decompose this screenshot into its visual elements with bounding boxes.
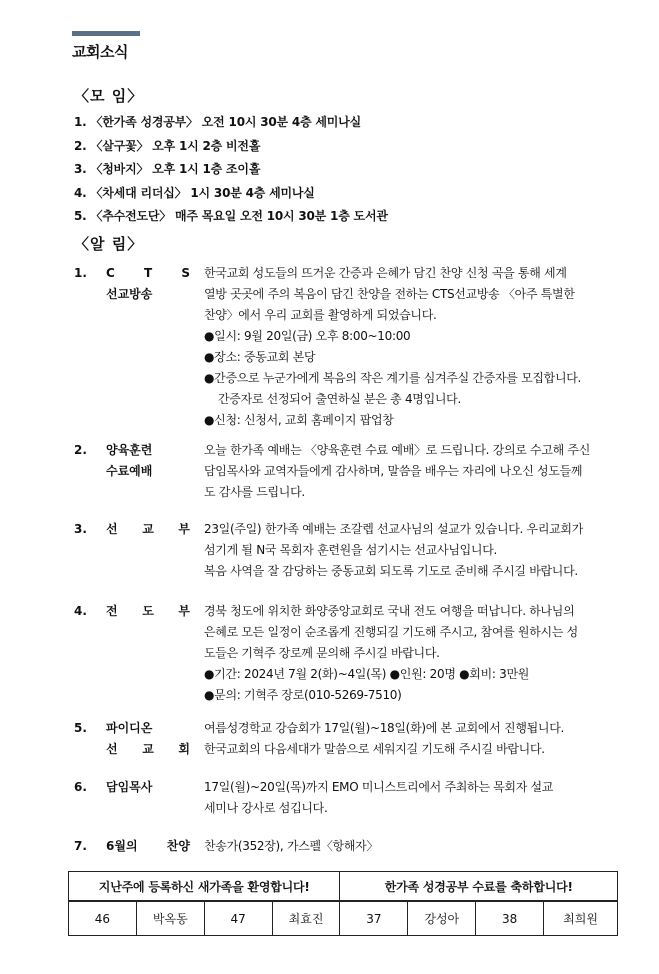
notice-line: 여름성경학교 강습회가 17일(월)~18일(화)에 본 교회에서 진행됩니다.	[204, 721, 565, 735]
table-row	[69, 901, 618, 936]
notice-number: 4.	[74, 604, 87, 618]
notice-line: 도 감사를 드립니다.	[204, 485, 305, 499]
notice-content	[204, 718, 624, 760]
notice-label-line: 6월의 찬양	[106, 839, 190, 853]
notice-line: 23일(주일) 한가족 예배는 조갈렙 선교사님의 설교가 있습니다. 우리교회가	[204, 522, 584, 536]
notice-line: 경북 청도에 위치한 화양중앙교회로 국내 전도 여행을 떠납니다. 하나님의	[204, 604, 575, 618]
notice-line: 열방 곳곳에 주의 복음이 담긴 찬양을 전하는 CTS선교방송 〈아주 특별한	[204, 287, 575, 301]
newcomers-table	[68, 871, 618, 936]
newcomers-header: 지난주에 등록하신 새가족을 환영합니다!	[69, 872, 340, 902]
notice-label	[106, 519, 190, 540]
notice-label	[106, 718, 190, 760]
notice-line: 간증자로 선정되어 출연하실 분은 총 4명입니다.	[218, 392, 461, 406]
notice-label-line: 선 교 회	[106, 742, 190, 756]
notice-label-line: C T S	[106, 266, 190, 280]
meeting-item: 2. 〈살구꽃〉 오후 1시 2층 비전홀	[74, 138, 261, 153]
notice-label	[106, 263, 190, 305]
notice-bullet: ●문의: 기혁주 장로(010-5269-7510)	[204, 688, 402, 702]
notice-label-line: 선 교 부	[106, 522, 190, 536]
notice-content	[204, 440, 624, 503]
notice-content	[204, 836, 624, 857]
notice-label-line: 전 도 부	[106, 604, 190, 618]
notice-line: 복음 사역을 잘 감당하는 중동교회 되도록 기도로 준비해 주시길 바랍니다.	[204, 564, 578, 578]
notice-label	[106, 836, 190, 857]
notice-number: 1.	[74, 266, 87, 280]
notice-label-line: 담임목사	[106, 780, 153, 794]
meeting-item: 5. 〈추수전도단〉 매주 목요일 오전 10시 30분 1층 도서관	[74, 209, 388, 223]
header-accent-bar	[72, 31, 140, 36]
table-cell: 37	[340, 901, 408, 936]
notice-content	[204, 519, 624, 582]
notice-line: 찬송가(352장), 가스펠〈항해자〉	[204, 839, 379, 853]
table-cell: 최희원	[544, 901, 618, 936]
notice-number: 7.	[74, 839, 87, 853]
notice-line: 은혜로 모든 일정이 순조롭게 진행되길 기도해 주시고, 참여를 원하시는 성	[204, 625, 578, 639]
table-cell: 강성아	[408, 901, 476, 936]
table-cell: 박옥동	[136, 901, 204, 936]
notice-line: 섬기게 될 N국 목회자 훈련원을 섬기시는 선교사님입니다.	[204, 543, 497, 557]
notice-number: 3.	[74, 522, 87, 536]
notice-label-line: 선교방송	[106, 287, 153, 301]
table-cell: 47	[204, 901, 272, 936]
notice-label	[106, 777, 190, 798]
notice-bullet: ●일시: 9월 20일(금) 오후 8:00~10:00	[204, 329, 411, 343]
notice-label	[106, 601, 190, 622]
notice-line: 도들은 기혁주 장로께 문의해 주시길 바랍니다.	[204, 646, 440, 660]
meeting-item: 4. 〈차세대 리더십〉 1시 30분 4층 세미나실	[74, 185, 315, 200]
page-title: 교회소식	[72, 43, 128, 61]
notice-number: 6.	[74, 780, 87, 794]
meeting-item: 3. 〈청바지〉 오후 1시 1층 조이홀	[74, 162, 261, 176]
table-cell: 최효진	[272, 901, 340, 936]
notice-label	[106, 440, 190, 482]
notice-bullet: ●기간: 2024년 7월 2(화)~4일(목) ●인원: 20명 ●회비: 3만원	[204, 667, 530, 681]
meeting-item: 1. 〈한가족 성경공부〉 오전 10시 30분 4층 세미나실	[74, 115, 361, 129]
notice-line: 세미나 강사로 섬깁니다.	[204, 801, 328, 815]
meetings-section-title: 〈모 임〉	[74, 87, 144, 105]
notice-line: 찬양〉에서 우리 교회를 촬영하게 되었습니다.	[204, 308, 437, 322]
table-header-row	[69, 872, 618, 902]
notice-content	[204, 777, 624, 819]
notice-number: 5.	[74, 721, 87, 735]
notice-label-line: 양육훈련	[106, 443, 153, 457]
notice-line: 한국교회의 다음세대가 말씀으로 세워지길 기도해 주시길 바랍니다.	[204, 742, 545, 756]
table-cell: 46	[69, 901, 137, 936]
notice-label-line: 수료예배	[106, 464, 153, 478]
notice-line: 한국교회 성도들의 뜨거운 간증과 은혜가 담긴 찬양 신청 곡을 통해 세계	[204, 266, 567, 280]
notice-label-line: 파이디온	[106, 721, 153, 735]
notice-content	[204, 601, 624, 706]
graduates-header: 한가족 성경공부 수료를 축하합니다!	[340, 872, 618, 902]
page-header	[72, 31, 140, 62]
notice-bullet: ●장소: 중동교회 본당	[204, 350, 316, 364]
notice-number: 2.	[74, 443, 87, 457]
notice-line: 담임목사와 교역자들에게 감사하며, 말씀을 배우는 자리에 나오신 성도들께	[204, 464, 583, 478]
notice-bullet: ●간증으로 누군가에게 복음의 작은 계기를 심겨주실 간증자를 모집합니다.	[204, 371, 582, 385]
notice-line: 17일(월)~20일(목)까지 EMO 미니스트리에서 주최하는 목회자 설교	[204, 780, 554, 794]
notice-content	[204, 263, 624, 431]
table-cell: 38	[476, 901, 544, 936]
meeting-list	[74, 111, 388, 229]
notice-line: 오늘 한가족 예배는 〈양육훈련 수료 예배〉로 드립니다. 강의로 수고해 주신	[204, 443, 591, 457]
notices-section-title: 〈알 림〉	[74, 235, 144, 253]
notice-bullet: ●신청: 신청서, 교회 홈페이지 팝업창	[204, 413, 394, 427]
